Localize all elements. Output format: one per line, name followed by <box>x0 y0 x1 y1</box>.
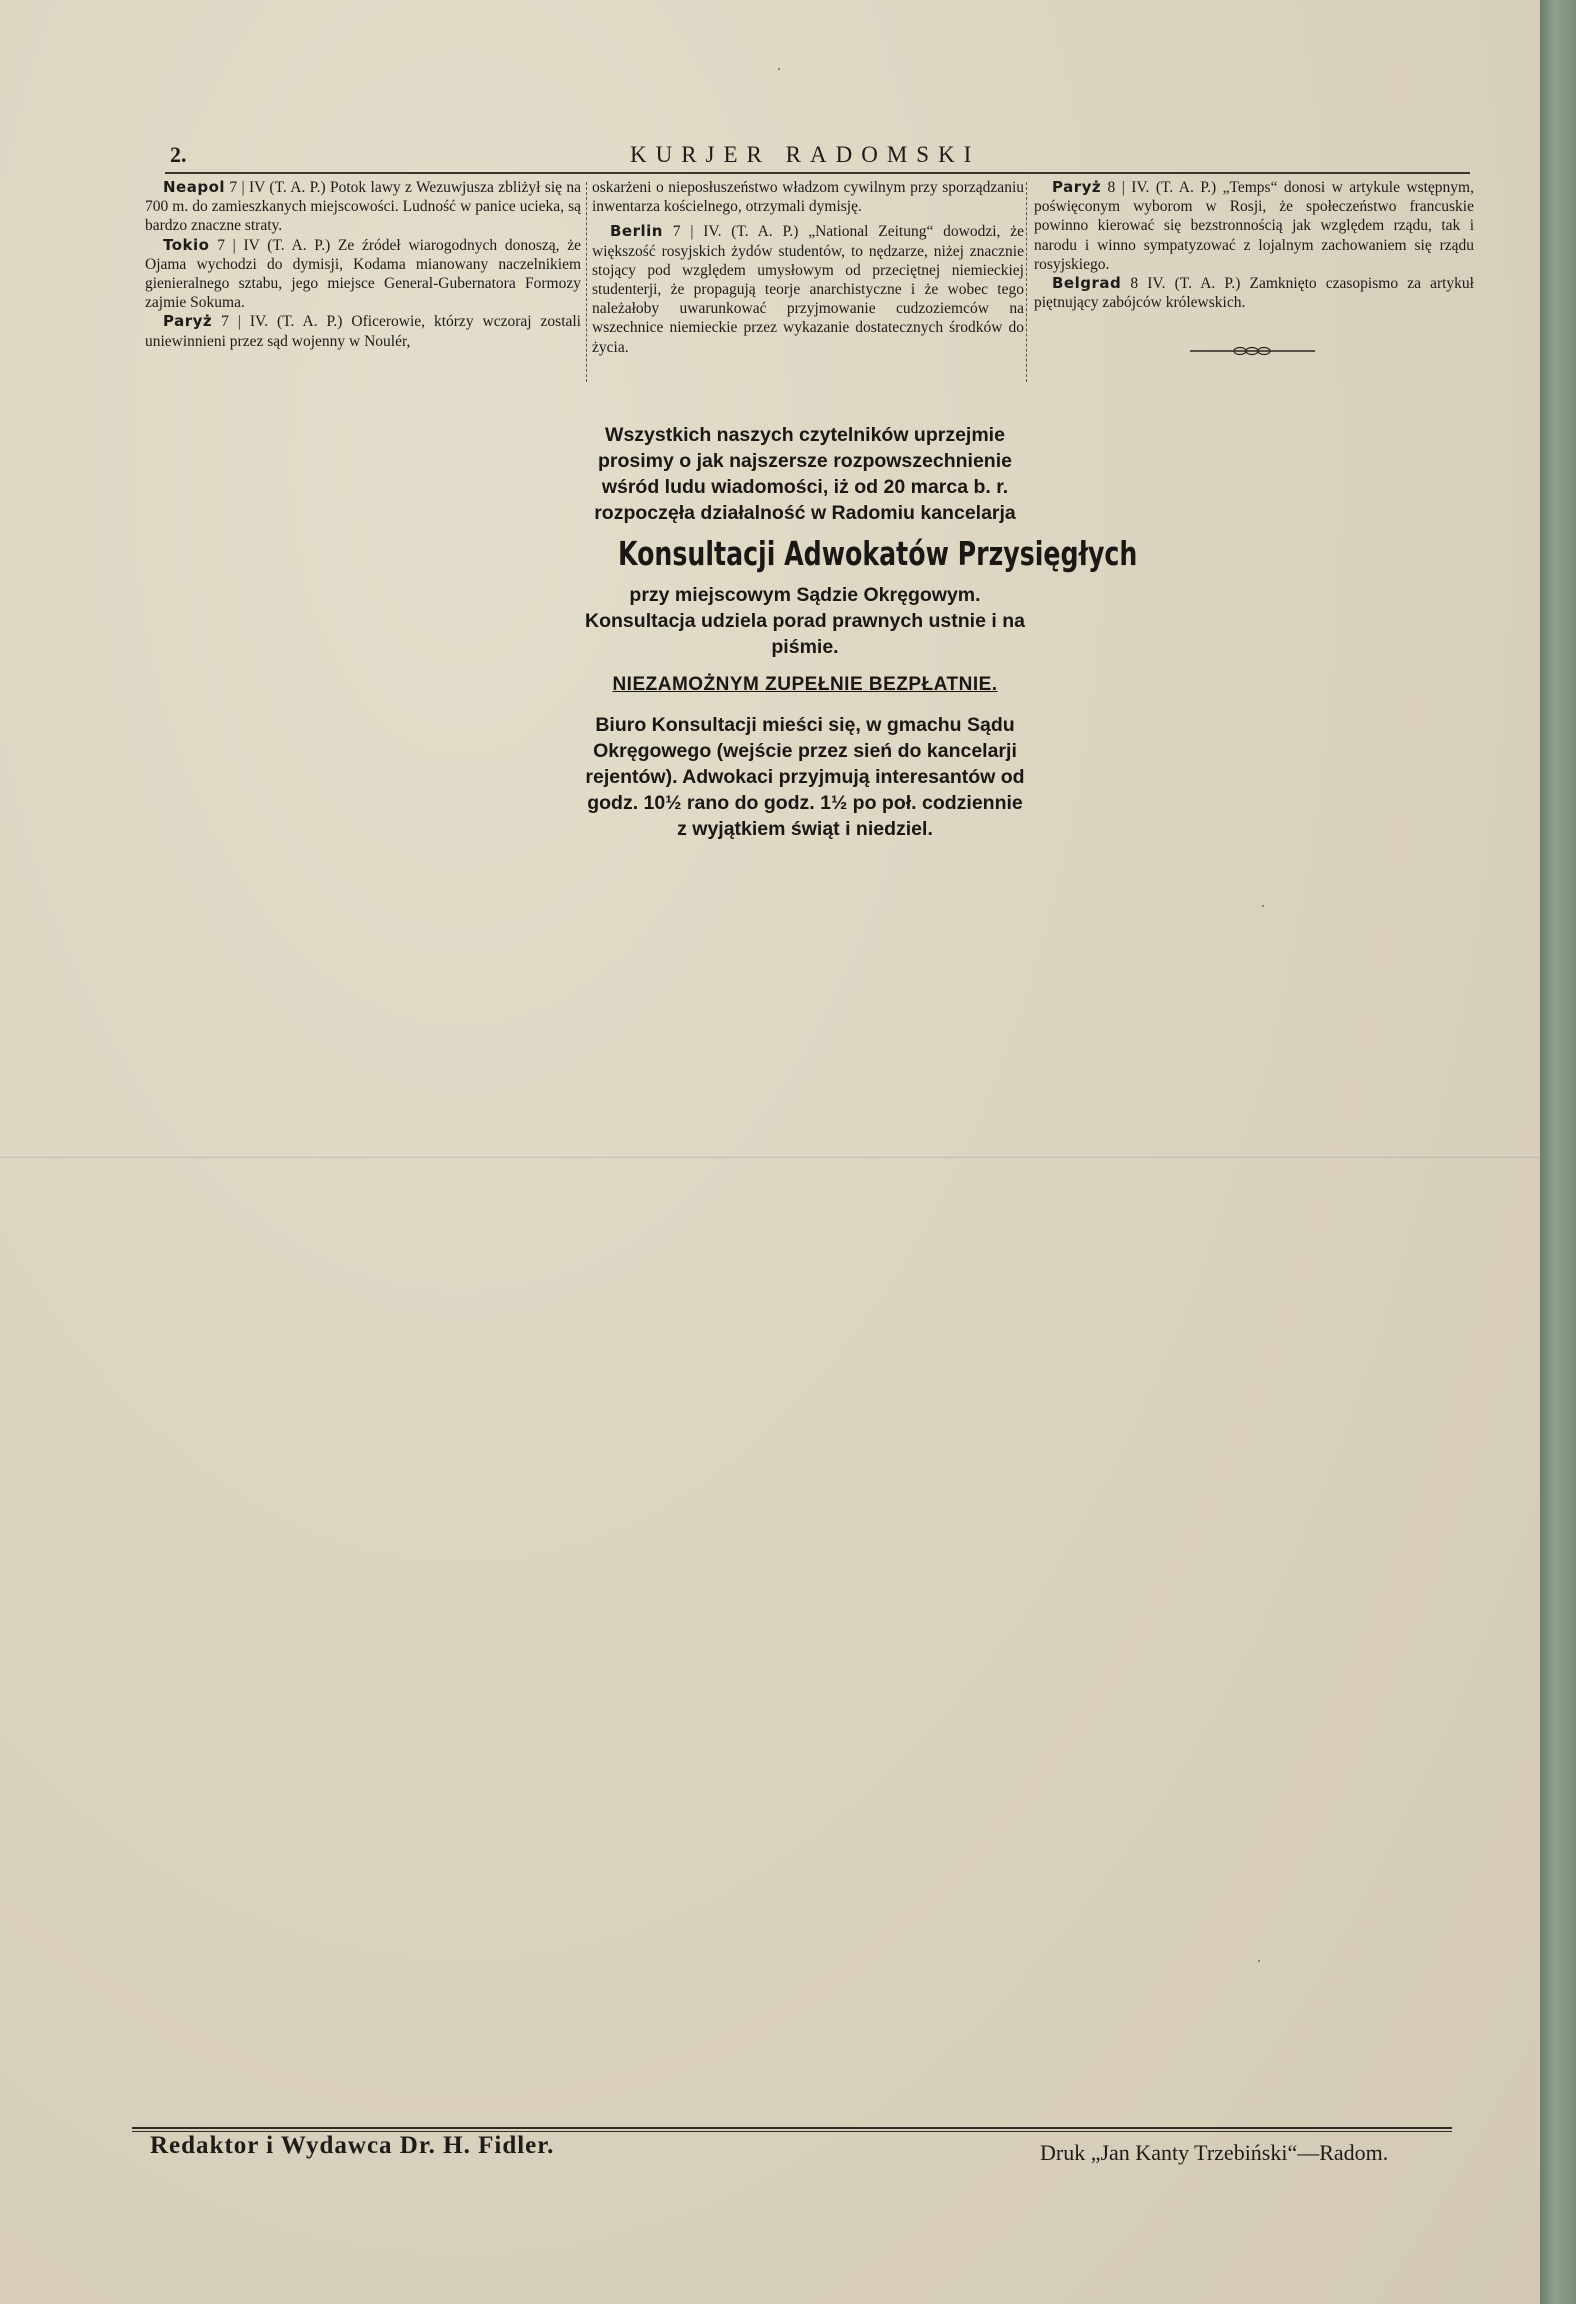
news-text: 7 | IV (T. A. P.) Potok lawy z Wezuwjusza zbliżył się na 700 m. do zamieszkanych miejscowości. Ludność w panice ucieka, są bardzo znaczne straty. <box>145 179 581 235</box>
notice-advice: Konsultacja udziela porad prawnych ustnie i na piśmie. <box>585 610 1025 658</box>
header-rule <box>165 172 1470 174</box>
news-text: 7 | IV (T. A. P.) Ze źródeł wiarogodnych donoszą, że Ojama wychodzi do dymisji, Kodama mianowany naczelnikiem gienieralnego sztabu, jego miejsce General-Gubernatora Formozy zajmie Sokuma. <box>145 236 581 312</box>
dateline-place: Paryż <box>163 312 213 331</box>
column-divider <box>1026 182 1027 382</box>
notice-intro: Wszystkich naszych czytelników uprzejmie prosimy o jak najszersze rozpowszechnienie wśród ludu wiadomości, iż od 20 marca b. r. rozpoczęła działalność w Radomiu kancelarja <box>594 424 1016 524</box>
footer-rule <box>132 2127 1452 2129</box>
paper-speck <box>1258 1960 1260 1962</box>
news-column-1 <box>145 178 581 351</box>
news-text: 7 | IV. (T. A. P.) „National Zeitung“ dowodzi, że większość rosyjskich żydów studentów, to nędzarze, niżej znacznie stojący pod względem umysłowym od przeciętnej niemieckiej studenterji, że propagują teorje anarchistyczne i że wobec tego należałoby uwarunkować przyjmowanie cudzoziemców na wszechnice niemieckie przez wykazanie dostatecznych środków do życia. <box>592 223 1024 356</box>
newspaper-title: KURJER RADOMSKI <box>630 142 981 167</box>
page-header <box>140 142 1470 172</box>
paper-speck <box>778 68 780 70</box>
dateline-place: Neapol <box>163 178 226 196</box>
dateline-place: Tokio <box>163 235 210 254</box>
notice-free: NIEZAMOŻNYM ZUPEŁNIE BEZPŁATNIE. <box>612 674 998 695</box>
news-text: oskarżeni o nieposłuszeństwo władzom cywilnym przy sporządzaniu inwentarza kościelnego, otrzymali dymisję. <box>592 179 1024 216</box>
news-column-2 <box>592 178 1024 357</box>
binding-spine <box>1540 0 1576 2304</box>
news-item <box>592 178 1024 216</box>
news-item <box>145 178 581 236</box>
dateline-place: Berlin <box>610 222 663 241</box>
news-text: 8 | IV. (T. A. P.) „Temps“ donosi w artykule wstępnym, poświęconym wyborom w Rosji, że społeczeństwo francuskie powinno kierować się bezstronnością jak względem rządu, tak i narodu i winno sympatyzować z lojalnym zachowaniem się rządu rosyjskiego. <box>1034 179 1474 273</box>
news-item <box>592 222 1024 356</box>
page-number: 2. <box>170 142 187 167</box>
news-item <box>145 312 581 350</box>
paper-speck <box>1262 905 1264 907</box>
editor-line: Redaktor i Wydawca Dr. H. Fidler. <box>150 2132 555 2159</box>
ornament-divider <box>1190 345 1315 357</box>
news-item <box>145 236 581 313</box>
news-text: 7 | IV. (T. A. P.) Oficerowie, którzy wczoraj zostali uniewinnieni przez sąd wojenny w Noulér, <box>145 313 581 350</box>
advertisement-notice <box>585 422 1138 842</box>
dateline-place: Belgrad <box>1052 274 1122 293</box>
news-item <box>1034 178 1474 274</box>
news-column-3 <box>1034 178 1474 312</box>
printer-line: Druk „Jan Kanty Trzebiński“—Radom. <box>1040 2140 1389 2165</box>
page-fold <box>0 1155 1542 1158</box>
column-divider <box>586 182 587 382</box>
notice-court: przy miejscowym Sądzie Okręgowym. <box>629 584 981 606</box>
notice-headline: Konsultacji Adwokatów Przysięgłych <box>618 534 1138 573</box>
dateline-place: Paryż <box>1052 178 1102 196</box>
notice-office: Biuro Konsultacji mieści się, w gmachu Sądu Okręgowego (wejście przez sień do kancelarji rejentów). Adwokaci przyjmują interesantów od godz. 10½ rano do godz. 1½ po poł. codziennie z wyjątkiem świąt i niedziel. <box>585 714 1025 840</box>
news-item <box>1034 274 1474 312</box>
news-text: 8 IV. (T. A. P.) Zamknięto czasopismo za artykuł piętnujący zabójców królewskich. <box>1034 275 1474 312</box>
